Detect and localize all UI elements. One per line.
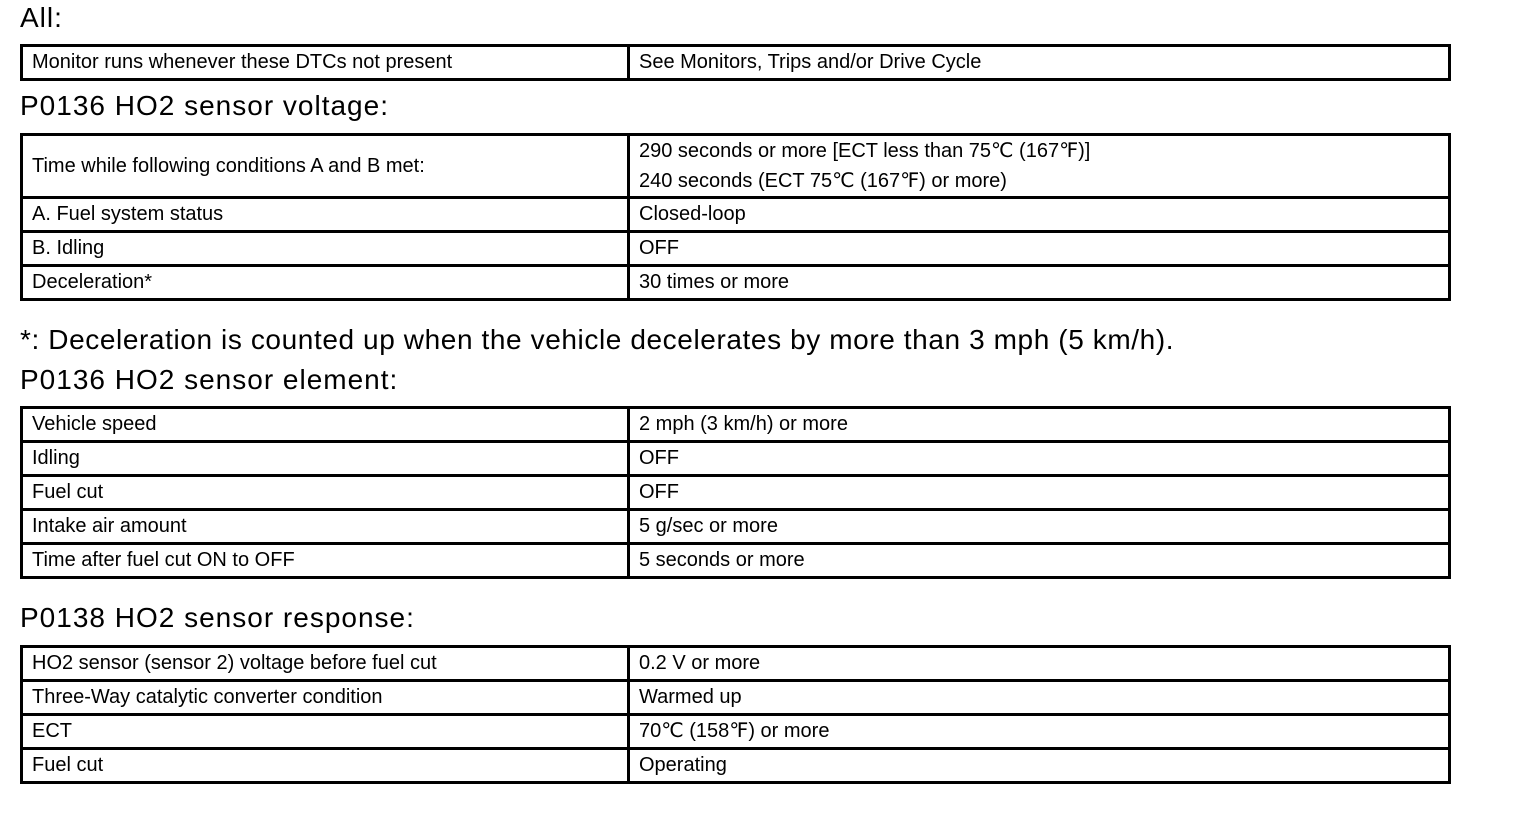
table-row xyxy=(22,681,1450,715)
row-value: OFF xyxy=(629,232,1450,266)
table-row xyxy=(22,408,1450,442)
table-row xyxy=(22,749,1450,783)
row-value: See Monitors, Trips and/or Drive Cycle xyxy=(629,46,1450,80)
row-label: ECT xyxy=(22,715,629,749)
row-value: OFF xyxy=(629,442,1450,476)
row-label: Fuel cut xyxy=(22,476,629,510)
row-label: Time while following conditions A and B met: xyxy=(22,135,629,198)
deceleration-footnote: *: Deceleration is counted up when the vehicle decelerates by more than 3 mph (5 km/h). xyxy=(20,324,1175,355)
row-value: 2 mph (3 km/h) or more xyxy=(629,408,1450,442)
table-row xyxy=(22,266,1450,300)
table-row xyxy=(22,715,1450,749)
row-value: 30 times or more xyxy=(629,266,1450,300)
table-row xyxy=(22,442,1450,476)
row-label: Three-Way catalytic converter condition xyxy=(22,681,629,715)
table-row xyxy=(22,647,1450,681)
row-value: OFF xyxy=(629,476,1450,510)
row-label: HO2 sensor (sensor 2) voltage before fuel cut xyxy=(22,647,629,681)
row-label: B. Idling xyxy=(22,232,629,266)
table-element xyxy=(20,406,1451,579)
table-voltage xyxy=(20,133,1451,301)
row-value: 0.2 V or more xyxy=(629,647,1450,681)
section-heading-all: All: xyxy=(20,2,63,33)
table-row xyxy=(22,135,1450,198)
table-row xyxy=(22,198,1450,232)
value-line-1: 290 seconds or more [ECT less than 75℃ (167℉)] xyxy=(639,140,1091,162)
table-row xyxy=(22,510,1450,544)
row-value: 5 g/sec or more xyxy=(629,510,1450,544)
table-row xyxy=(22,46,1450,80)
table-response xyxy=(20,645,1451,784)
row-label: Time after fuel cut ON to OFF xyxy=(22,544,629,578)
table-row xyxy=(22,232,1450,266)
row-label: Idling xyxy=(22,442,629,476)
table-row xyxy=(22,476,1450,510)
row-value: Operating xyxy=(629,749,1450,783)
table-all xyxy=(20,44,1451,81)
row-label: A. Fuel system status xyxy=(22,198,629,232)
section-heading-response: P0138 HO2 sensor response: xyxy=(20,602,415,633)
table-row xyxy=(22,544,1450,578)
row-label: Deceleration* xyxy=(22,266,629,300)
row-value: Closed-loop xyxy=(629,198,1450,232)
row-value: 70℃ (158℉) or more xyxy=(629,715,1450,749)
row-value xyxy=(629,135,1450,198)
row-label: Fuel cut xyxy=(22,749,629,783)
section-heading-element: P0136 HO2 sensor element: xyxy=(20,364,399,395)
row-value: Warmed up xyxy=(629,681,1450,715)
row-label: Monitor runs whenever these DTCs not present xyxy=(22,46,629,80)
section-heading-voltage: P0136 HO2 sensor voltage: xyxy=(20,90,389,121)
row-label: Vehicle speed xyxy=(22,408,629,442)
row-label: Intake air amount xyxy=(22,510,629,544)
row-value: 5 seconds or more xyxy=(629,544,1450,578)
value-line-2: 240 seconds (ECT 75℃ (167℉) or more) xyxy=(639,170,1007,192)
